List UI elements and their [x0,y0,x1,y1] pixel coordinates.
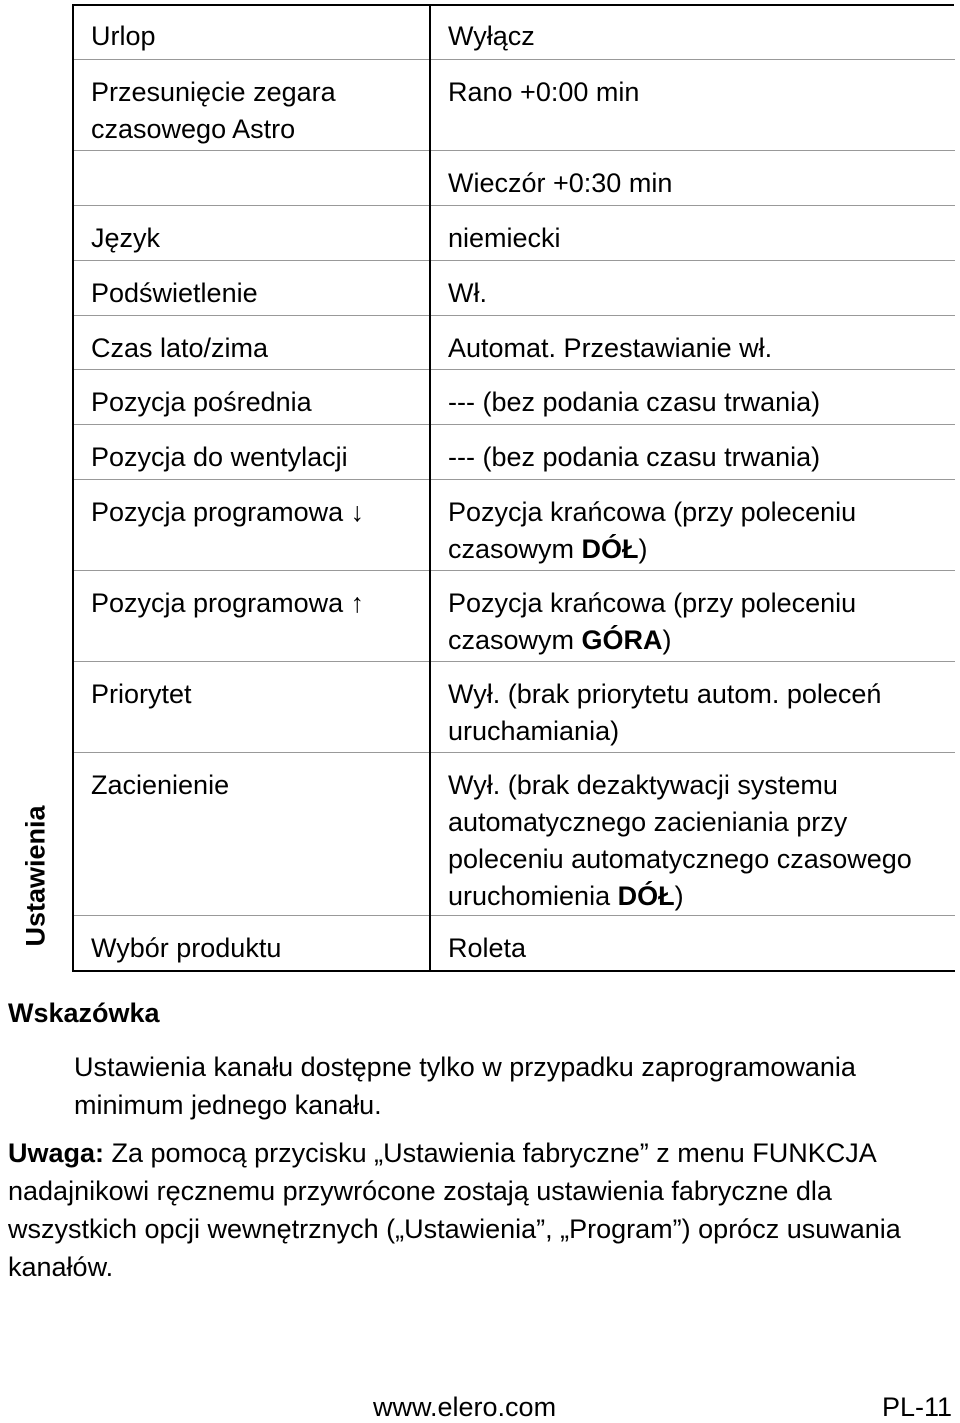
table-row [73,4,955,59]
setting-name: Pozycja programowa ↑ [73,570,430,661]
setting-value: Roleta [430,915,955,971]
value-keyword: DÓŁ [617,880,675,911]
setting-value: Wł. [430,260,955,315]
setting-name: Pozycja pośrednia [73,369,430,424]
setting-name: Język [73,205,430,260]
setting-value [430,570,955,661]
table-row [73,369,955,424]
setting-name: Pozycja do wentylacji [73,424,430,479]
setting-value [430,752,955,915]
setting-value: Wył. (brak priorytetu autom. poleceń uruchamiania) [430,661,955,752]
value-text: Pozycja krańcowa (przy poleceniu czasowym [448,587,857,655]
page-number: PL-11 [881,1392,952,1422]
settings-table [72,4,955,972]
setting-name: Zacienienie [73,752,430,915]
table-row [73,424,955,479]
setting-name: Urlop [73,4,430,59]
value-text: ) [662,624,672,655]
setting-name: Priorytet [73,661,430,752]
value-keyword: GÓRA [581,624,663,655]
value-text: ) [674,880,684,911]
value-text: Pozycja krańcowa (przy poleceniu czasowym [448,496,857,564]
note-text: Ustawienia kanału dostępne tylko w przypadku zaprogramowania minimum jednego kanału. [74,1052,856,1120]
setting-name: Wybór produktu [73,915,430,971]
table-row [73,661,955,752]
table-row [73,570,955,661]
table-row [73,150,955,205]
setting-value: Rano +0:00 min [430,59,955,150]
table-row [73,59,955,150]
table-row [73,915,955,971]
warning-paragraph [8,1134,948,1286]
table-row [73,260,955,315]
setting-value: niemiecki [430,205,955,260]
table-row [73,315,955,369]
setting-value [430,479,955,570]
setting-value: --- (bez podania czasu trwania) [430,369,955,424]
setting-name: Podświetlenie [73,260,430,315]
table-row [73,752,955,915]
setting-value: Wyłącz [430,4,955,59]
table-row [73,205,955,260]
setting-name: Pozycja programowa ↓ [73,479,430,570]
value-keyword: DÓŁ [581,533,639,564]
setting-value: --- (bez podania czasu trwania) [430,424,955,479]
setting-name [73,150,430,205]
setting-value: Wieczór +0:30 min [430,150,955,205]
setting-value: Automat. Przestawianie wł. [430,315,955,369]
note-title: Wskazówka [8,998,160,1028]
value-text: Wył. (brak dezaktywacji systemu automatycznego zacieniania przy poleceniu automatycznego czasowego uruchomienia [448,769,912,911]
setting-name: Przesunięcie zegara czasowego Astro [73,59,430,150]
footer-url[interactable]: www.elero.com [373,1392,557,1422]
setting-name: Czas lato/zima [73,315,430,369]
side-label [0,4,72,970]
side-label-text: Ustawienia [20,805,51,947]
warning-text: Za pomocą przycisku „Ustawienia fabryczne” z menu FUNKCJA nadajnikowi ręcznemu przywrócone zostają ustawienia fabryczne dla wszystkich opcji wewnętrznych („Ustawienia”, „Program”) oprócz usuwania kanałów. [8,1138,901,1282]
table-row [73,479,955,570]
warning-label: Uwaga: [8,1138,105,1168]
value-text: ) [638,533,648,564]
